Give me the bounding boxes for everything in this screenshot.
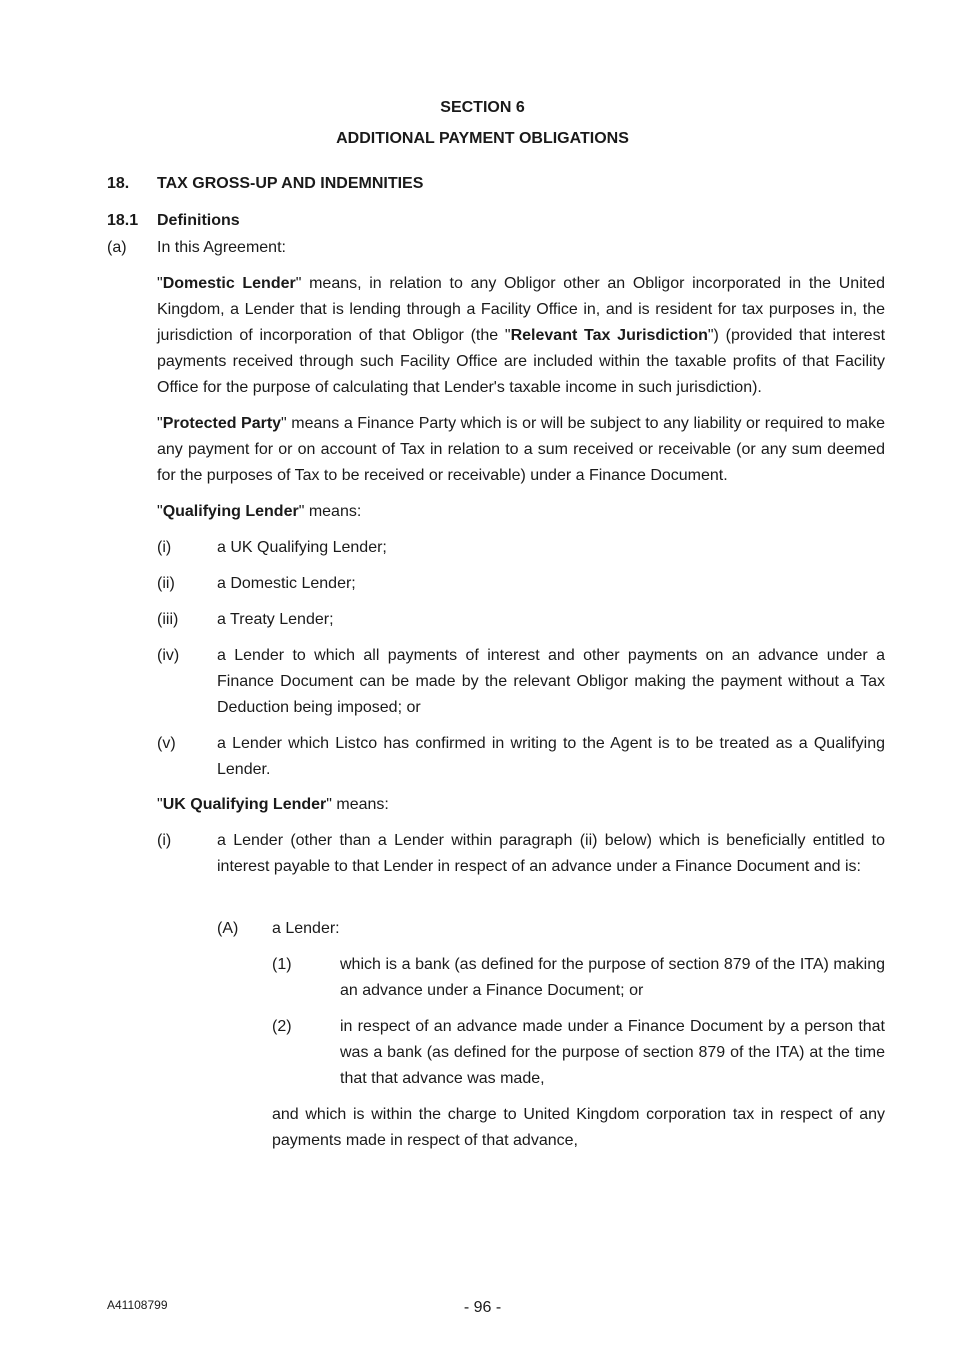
definition-text: " means: <box>326 796 389 813</box>
list-item-text: a Lender which Listco has confirmed in writing to the Agent is to be treated as a Qualifying Lender. <box>217 735 885 778</box>
list-item-text: a Lender (other than a Lender within paragraph (ii) below) which is beneficially entitled to interest payable to that Lender in respect of an advance under a Finance Document and is: <box>217 832 885 875</box>
continuation-text: and which is within the charge to United Kingdom corporation tax in respect of any payments made in respect of that advance, <box>272 1106 885 1149</box>
definition-text: ") (provided that interest payments received through such Facility Office are included within the taxable profits of that Facility Office for the purpose of calculating that Lender's taxable income in such jurisdiction). <box>157 327 886 396</box>
list-item-label: (iii) <box>157 611 179 628</box>
definition-domestic-lender <box>157 271 885 401</box>
quote: " <box>157 796 163 813</box>
sub-sub-item-text: in respect of an advance made under a Finance Document by a person that was a bank (as defined for the purpose of section 879 of the ITA) at the time that that advance was made, <box>340 1018 885 1087</box>
defined-term: Qualifying Lender <box>162 503 299 520</box>
list-item-label: (iv) <box>157 647 180 664</box>
definition-text: " means, in relation to any Obligor other an Obligor incorporated in the United Kingdom, a Lender that is lending through a Facility Office in, and is resident for tax purposes in, the jurisdiction of incorporation of that Obligor (the " <box>157 275 885 344</box>
list-item-text: a Domestic Lender; <box>217 575 356 592</box>
subclause-title: Definitions <box>157 212 240 229</box>
definition-uk-qualifying-lender <box>157 792 885 818</box>
definition-qualifying-lender <box>157 499 885 525</box>
quote: " <box>157 415 163 432</box>
section-title: SECTION 6 <box>440 99 525 116</box>
clause-number: 18. <box>107 175 130 192</box>
page-number: - 96 - <box>463 1299 502 1316</box>
sub-item-text: a Lender: <box>272 920 340 937</box>
list-item-label: (ii) <box>157 575 175 592</box>
quote: " <box>157 503 163 520</box>
subclause-number: 18.1 <box>107 212 139 229</box>
para-a-text: In this Agreement: <box>157 239 286 256</box>
clause-title: TAX GROSS-UP AND INDEMNITIES <box>157 175 424 192</box>
para-a-label: (a) <box>107 239 127 256</box>
sub-sub-item-label: (2) <box>272 1018 292 1035</box>
quote: " <box>157 275 163 292</box>
list-item-text: a UK Qualifying Lender; <box>217 539 387 556</box>
document-reference: A41108799 <box>107 1298 168 1312</box>
list-item-label: (v) <box>157 735 176 752</box>
definition-protected-party <box>157 411 885 489</box>
list-item-text: a Lender to which all payments of interest and other payments on an advance under a Finance Document can be made by the relevant Obligor making the payment without a Tax Deduction being imposed; or <box>217 647 885 716</box>
list-item-label: (i) <box>157 832 172 849</box>
definition-text: " means a Finance Party which is or will be subject to any liability or required to make any payment for or on account of Tax in relation to a sum received or receivable (or any sum deemed for the purposes of Tax to be received or receivable) under a Finance Document. <box>157 415 886 484</box>
sub-item-label: (A) <box>217 920 239 937</box>
defined-term: Domestic Lender <box>162 275 296 292</box>
list-item-label: (i) <box>157 539 172 556</box>
definition-text: " means: <box>298 503 362 520</box>
defined-term: Relevant Tax Jurisdiction <box>510 327 708 344</box>
list-item-text: a Treaty Lender; <box>217 611 334 628</box>
sub-sub-item-text: which is a bank (as defined for the purpose of section 879 of the ITA) making an advance under a Finance Document; or <box>340 956 885 999</box>
defined-term: UK Qualifying Lender <box>162 796 327 813</box>
defined-term: Protected Party <box>162 415 282 432</box>
sub-sub-item-label: (1) <box>272 956 292 973</box>
section-subtitle: ADDITIONAL PAYMENT OBLIGATIONS <box>336 130 629 147</box>
